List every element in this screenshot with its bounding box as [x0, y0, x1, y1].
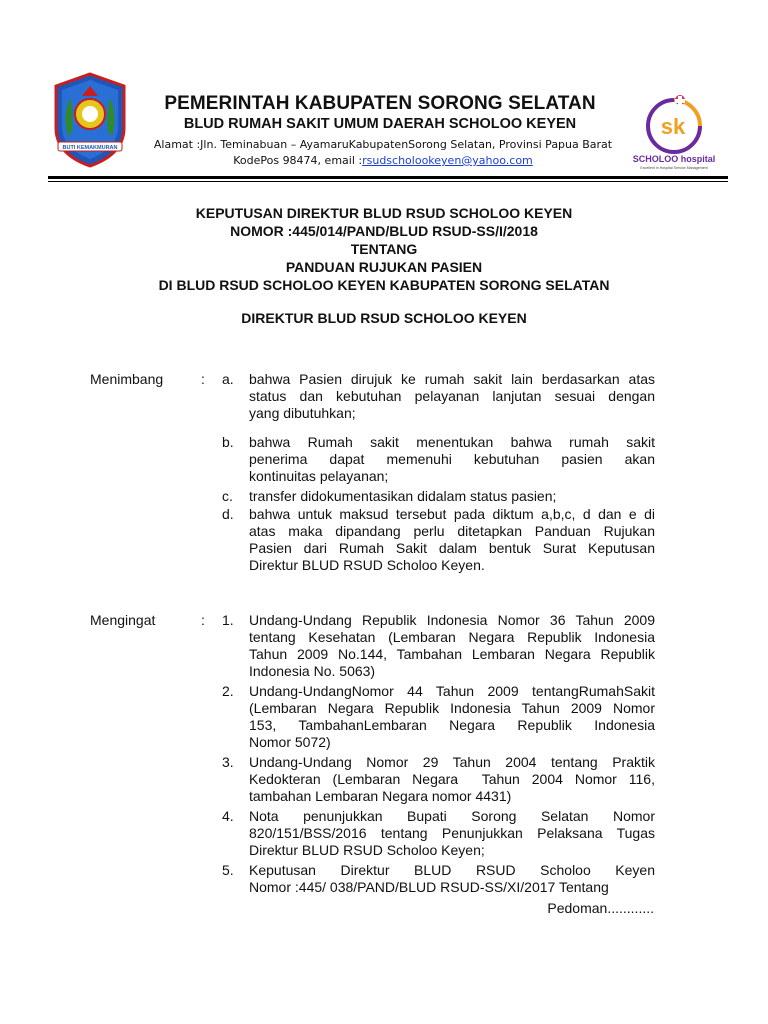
text-line: status dan kebutuhan pelayanan lanjutan sesuai dengan: [249, 388, 655, 404]
item-text: [249, 754, 655, 805]
mengingat-colon: :: [201, 612, 205, 628]
regency-emblem-icon: [52, 72, 128, 168]
item-text: [249, 488, 655, 505]
emblem-ribbon-text: BUTI KEMAKMURAN: [62, 145, 118, 151]
letterhead-rule-thick: [48, 176, 728, 179]
item-marker: c.: [222, 488, 233, 504]
logo-tagline: Excellent in Hospital Service Management: [640, 166, 708, 170]
continuation-text: Pedoman............: [547, 900, 654, 916]
text-line: transfer didokumentasikan didalam status pasien;: [249, 488, 557, 504]
decree-number: NOMOR :445/014/PAND/BLUD RSUD-SS/I/2018: [230, 223, 538, 239]
text-line: Kedokteran (Lembaran Negara Tahun 2004 Nomor 116,: [249, 771, 655, 787]
hospital-name: BLUD RUMAH SAKIT UMUM DAERAH SCHOLOO KEYEN: [183, 116, 577, 132]
item-marker: 4.: [222, 808, 234, 824]
text-line: Undang-Undang Nomor 29 Tahun 2004 tentang Praktik: [249, 754, 655, 770]
email-link[interactable]: rsudscholookeyen@yahoo.com: [362, 154, 533, 167]
text-line: Nomor 5072): [249, 734, 331, 750]
text-line: Nomor :445/ 038/PAND/BLUD RSUD-SS/XI/2017 Tentang: [249, 879, 609, 895]
item-text: [249, 808, 655, 859]
item-marker: 2.: [222, 683, 234, 699]
text-line: tentang Kesehatan (Lembaran Negara Republik Indonesia: [249, 629, 655, 645]
text-line: tambahan Lembaran Negara nomor 4431): [249, 788, 512, 804]
text-line: kontinuitas pelayanan;: [249, 468, 389, 484]
text-line: Direktur BLUD RSUD Scholoo Keyen;: [249, 842, 485, 858]
address-line: Alamat :Jln. Teminabuan – AyamaruKabupatenSorong Selatan, Provinsi Papua Barat: [153, 138, 613, 151]
decree-location: DI BLUD RSUD SCHOLOO KEYEN KABUPATEN SORONG SELATAN: [158, 277, 610, 293]
text-line: (Lembaran Negara Republik Indonesia Tahun 2009 Nomor: [249, 700, 655, 716]
menimbang-colon: :: [201, 371, 205, 387]
item-marker: 5.: [222, 862, 234, 878]
scholoo-hospital-logo-icon: [628, 92, 720, 172]
item-text: [249, 612, 655, 680]
item-text: [249, 371, 655, 422]
letterhead-rule-thin: [48, 181, 728, 182]
text-line: yang dibutuhkan;: [249, 405, 356, 421]
text-line: penerima dapat memenuhi kebutuhan pasien akan: [249, 451, 655, 467]
text-line: bahwa Rumah sakit menentukan bahwa rumah sakit: [249, 434, 655, 450]
item-marker: d.: [222, 506, 234, 522]
decree-title: KEPUTUSAN DIREKTUR BLUD RSUD SCHOLOO KEYEN: [195, 205, 573, 221]
text-line: Pasien dari Rumah Sakit dalam bentuk Surat Keputusan: [249, 540, 655, 556]
text-line: Indonesia No. 5063): [249, 663, 376, 679]
text-line: Tahun 2009 No.144, Tambahan Lembaran Negara Republik: [249, 646, 655, 662]
logo-name: SCHOLOO hospital: [632, 154, 716, 164]
text-line: Keputusan Direktur BLUD RSUD Scholoo Keyen: [249, 862, 655, 878]
text-line: Undang-Undang Republik Indonesia Nomor 36 Tahun 2009: [249, 612, 655, 628]
text-line: Undang-UndangNomor 44 Tahun 2009 tentangRumahSakit: [249, 683, 655, 699]
government-title: PEMERINTAH KABUPATEN SORONG SELATAN: [164, 93, 596, 114]
decree-subject: PANDUAN RUJUKAN PASIEN: [285, 259, 483, 275]
text-line: 153, TambahanLembaran Negara Republik Indonesia: [249, 717, 655, 733]
postcode-label: KodePos 98474, email :: [233, 154, 363, 167]
item-text: [249, 862, 655, 896]
director-title: DIREKTUR BLUD RSUD SCHOLOO KEYEN: [241, 310, 527, 326]
text-line: atas maka dipandang perlu ditetapkan Panduan Rujukan: [249, 523, 655, 539]
decree-heading: [60, 204, 708, 294]
text-line: 820/151/BSS/2016 tentang Penunjukkan Pelaksana Tugas: [249, 825, 655, 841]
address-block: [118, 137, 648, 169]
logo-monogram: sk: [660, 114, 686, 139]
item-text: [249, 434, 655, 485]
item-text: [249, 683, 655, 751]
decree-about: TENTANG: [350, 241, 418, 257]
mengingat-label: Mengingat: [90, 612, 156, 628]
postcode-email-line: [118, 153, 648, 169]
text-line: bahwa Pasien dirujuk ke rumah sakit lain berdasarkan atas: [249, 371, 655, 387]
letterhead: [0, 0, 768, 185]
menimbang-label: Menimbang: [90, 371, 164, 387]
item-marker: a.: [222, 371, 234, 387]
item-marker: 1.: [222, 612, 234, 628]
item-marker: b.: [222, 434, 234, 450]
text-line: bahwa untuk maksud tersebut pada diktum a,b,c, d dan e di: [249, 506, 655, 522]
text-line: Direktur BLUD RSUD Scholoo Keyen.: [249, 557, 485, 573]
text-line: Nota penunjukkan Bupati Sorong Selatan Nomor: [249, 808, 655, 824]
item-marker: 3.: [222, 754, 234, 770]
item-text: [249, 506, 655, 574]
